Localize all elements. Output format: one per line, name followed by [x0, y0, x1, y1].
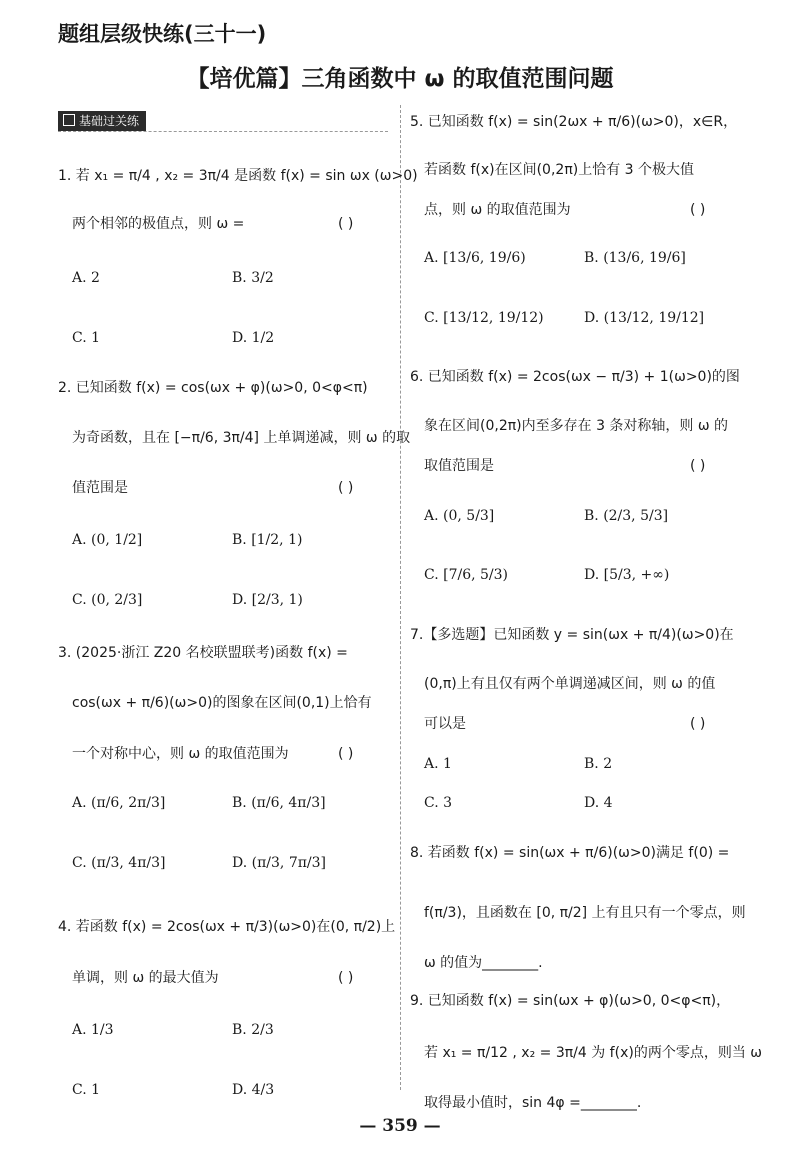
option-c: C. 1	[72, 1082, 101, 1098]
option-b: B. (2/3, 5/3]	[584, 508, 669, 524]
section-badge	[58, 111, 146, 131]
option-a: A. 1	[424, 756, 452, 772]
question-text: 单调，则 ω 的最大值为	[72, 970, 219, 986]
question-text: 3. (2025·浙江 Z20 名校联盟联考)函数 f(x) =	[58, 645, 348, 661]
section-label: 基础过关练	[79, 114, 140, 128]
page-number: — 359 —	[359, 1116, 441, 1136]
answer-parenthesis: ( )	[338, 480, 354, 496]
option-c: C. 3	[424, 795, 453, 811]
question-text: 6. 已知函数 f(x) = 2cos(ωx − π/3) + 1(ω>0)的图	[410, 369, 740, 385]
option-c: C. [7/6, 5/3)	[424, 567, 508, 583]
question-text: 取值范围是	[424, 458, 494, 474]
question-text: (0,π)上有且仅有两个单调递减区间，则 ω 的值	[424, 676, 716, 692]
option-d: D. (π/3, 7π/3]	[232, 855, 327, 871]
answer-parenthesis: ( )	[338, 746, 354, 762]
option-b: B. 3/2	[232, 270, 274, 286]
question-text: 9. 已知函数 f(x) = sin(ωx + φ)(ω>0, 0<φ<π)，	[410, 993, 731, 1009]
option-a: A. [13/6, 19/6)	[424, 250, 526, 266]
section-divider	[58, 131, 388, 132]
option-c: C. [13/12, 19/12)	[424, 310, 544, 326]
question-text: ω 的值为________.	[424, 955, 543, 971]
option-d: D. 4/3	[232, 1082, 275, 1098]
question-text: 点，则 ω 的取值范围为	[424, 202, 571, 218]
option-b: B. [1/2, 1)	[232, 532, 303, 548]
page-title-line1: 题组层级快练(三十一)	[58, 22, 267, 46]
option-d: D. [5/3, +∞)	[584, 567, 670, 583]
option-d: D. [2/3, 1)	[232, 592, 303, 608]
option-d: D. (13/12, 19/12]	[584, 310, 705, 326]
question-text: 可以是	[424, 716, 466, 732]
question-text: 若 x₁ = π/12 , x₂ = 3π/4 为 f(x)的两个零点，则当 ω	[424, 1045, 762, 1061]
question-text: 两个相邻的极值点，则 ω =	[72, 216, 245, 232]
question-text: 象在区间(0,2π)内至多存在 3 条对称轴，则 ω 的	[424, 418, 729, 434]
option-b: B. 2	[584, 756, 613, 772]
option-a: A. (π/6, 2π/3]	[72, 795, 166, 811]
option-d: D. 4	[584, 795, 613, 811]
column-divider	[400, 105, 401, 1090]
answer-parenthesis: ( )	[338, 216, 354, 232]
question-text: 1. 若 x₁ = π/4 , x₂ = 3π/4 是函数 f(x) = sin ωx (ω>0)	[58, 168, 418, 184]
option-c: C. 1	[72, 330, 101, 346]
question-text: 一个对称中心，则 ω 的取值范围为	[72, 746, 289, 762]
answer-parenthesis: ( )	[690, 202, 706, 218]
question-text: 值范围是	[72, 480, 128, 496]
book-icon	[63, 114, 75, 126]
option-b: B. (π/6, 4π/3]	[232, 795, 326, 811]
option-a: A. (0, 1/2]	[72, 532, 143, 548]
question-text: 取得最小值时，sin 4φ =________.	[424, 1095, 642, 1111]
option-a: A. (0, 5/3]	[424, 508, 495, 524]
question-text: cos(ωx + π/6)(ω>0)的图象在区间(0,1)上恰有	[72, 695, 372, 711]
question-text: 为奇函数，且在 [−π/6, 3π/4] 上单调递减，则 ω 的取	[72, 430, 411, 446]
answer-parenthesis: ( )	[690, 716, 706, 732]
answer-parenthesis: ( )	[690, 458, 706, 474]
page-title-line2: 【培优篇】三角函数中 ω 的取值范围问题	[186, 66, 614, 92]
question-text: f(π/3)，且函数在 [0, π/2] 上有且只有一个零点，则	[424, 905, 746, 921]
question-text: 5. 已知函数 f(x) = sin(2ωx + π/6)(ω>0)，x∈R，	[410, 114, 738, 130]
option-c: C. (π/3, 4π/3]	[72, 855, 166, 871]
question-text: 7.【多选题】已知函数 y = sin(ωx + π/4)(ω>0)在	[410, 627, 734, 643]
question-text: 2. 已知函数 f(x) = cos(ωx + φ)(ω>0, 0<φ<π)	[58, 380, 368, 396]
question-text: 8. 若函数 f(x) = sin(ωx + π/6)(ω>0)满足 f(0) =	[410, 845, 730, 861]
question-text: 若函数 f(x)在区间(0,2π)上恰有 3 个极大值	[424, 162, 695, 178]
option-a: A. 1/3	[72, 1022, 114, 1038]
question-text: 4. 若函数 f(x) = 2cos(ωx + π/3)(ω>0)在(0, π/2)上	[58, 919, 396, 935]
option-a: A. 2	[72, 270, 100, 286]
answer-parenthesis: ( )	[338, 970, 354, 986]
option-d: D. 1/2	[232, 330, 275, 346]
option-b: B. (13/6, 19/6]	[584, 250, 686, 266]
option-b: B. 2/3	[232, 1022, 274, 1038]
option-c: C. (0, 2/3]	[72, 592, 143, 608]
